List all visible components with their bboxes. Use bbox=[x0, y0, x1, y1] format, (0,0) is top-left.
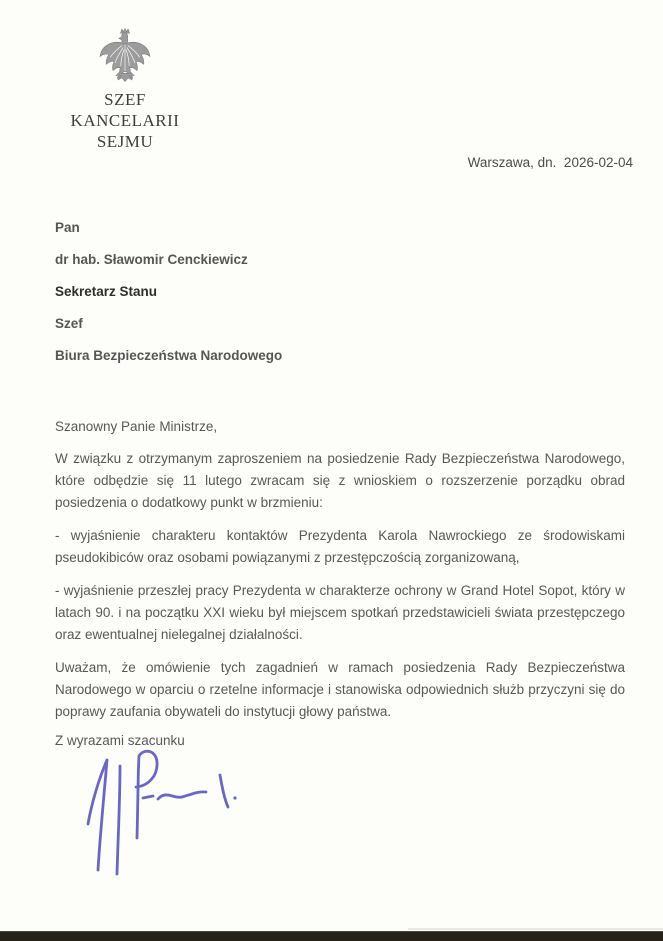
handwritten-signature bbox=[82, 746, 247, 878]
letterhead-title-line1: SZEF bbox=[104, 90, 146, 109]
recipient-line-role: Szef bbox=[55, 316, 83, 331]
scan-edge-bar bbox=[0, 931, 663, 941]
recipient-line-name: dr hab. Sławomir Cenckiewicz bbox=[55, 252, 248, 267]
paragraph-point-2: - wyjaśnienie przeszłej pracy Prezydenta w charakterze ochrony w Grand Hotel Sopot, który w latach 90. i na początku XXI wieku był miejscem spotkań przedstawicieli świata przestępczego oraz ewentualnej nielegalnej działalności. bbox=[55, 583, 625, 642]
recipient-line-title: Sekretarz Stanu bbox=[55, 284, 158, 299]
paragraph-intro: W związku z otrzymanym zaproszeniem na posiedzenie Rady Bezpieczeństwa Narodowego, które odbędzie się 11 lutego zwracam się z wnioskiem o rozszerzenie porządku obrad posiedzenia o dodatkowy punkt w brzmieniu: bbox=[55, 451, 625, 510]
recipient-line-office: Biura Bezpieczeństwa Narodowego bbox=[55, 348, 283, 363]
scan-artifact-line bbox=[408, 928, 663, 930]
letterhead bbox=[43, 26, 207, 152]
paragraph-point-1: - wyjaśnienie charakteru kontaktów Prezydenta Karola Nawrockiego ze środowiskami pseudokibiców oraz osobami powiązanymi z przestępczością zorganizowaną, bbox=[55, 528, 625, 565]
polish-eagle-icon bbox=[99, 26, 151, 84]
recipient-block bbox=[55, 221, 282, 381]
recipient-line-salutation: Pan bbox=[55, 220, 80, 235]
letterhead-title-line2: KANCELARII SEJMU bbox=[70, 111, 180, 151]
date-line: Warszawa, dn. 2026-02-04 bbox=[467, 155, 633, 170]
letterhead-title bbox=[43, 89, 207, 152]
paragraph-conclusion: Uważam, że omówienie tych zagadnień w ramach posiedzenia Rady Bezpieczeństwa Narodowego w oparciu o rzetelne informacje i stanowiska odpowiednich służb przyczyni się do poprawy zaufania obywateli do instytucji głowy państwa. bbox=[55, 660, 625, 719]
letter-body bbox=[55, 417, 625, 751]
closing-phrase: Z wyrazami szacunku bbox=[55, 733, 185, 748]
salutation: Szanowny Panie Ministrze, bbox=[55, 419, 218, 434]
